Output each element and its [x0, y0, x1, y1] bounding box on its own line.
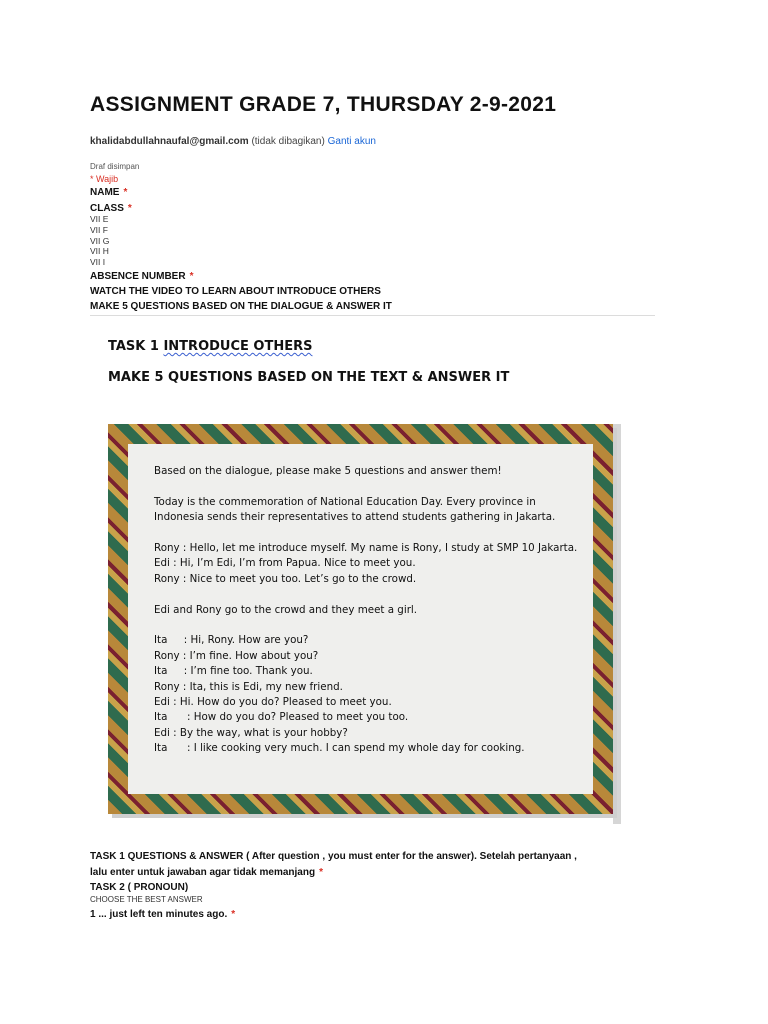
- section-divider: [90, 315, 655, 316]
- class-option-vii-i[interactable]: VII I: [90, 257, 106, 268]
- task1-qa-label[interactable]: [90, 867, 323, 878]
- task1-qa-label-text: lalu enter untuk jawaban agar tidak memanjang: [90, 867, 316, 878]
- required-star: *: [127, 203, 132, 214]
- dialogue-narration: Edi and Rony go to the crowd and they meet a girl.: [154, 603, 418, 616]
- task1-title-prefix: TASK 1: [108, 339, 159, 354]
- dialogue-line: Edi : Hi, I’m Edi, I’m from Papua. Nice to meet you.: [154, 557, 416, 570]
- image-shadow: [613, 424, 621, 824]
- page-title: ASSIGNMENT GRADE 7, THURSDAY 2-9-2021: [90, 93, 557, 116]
- name-label-text: NAME: [90, 187, 120, 198]
- required-star: *: [231, 909, 236, 920]
- video-instruction: WATCH THE VIDEO TO LEARN ABOUT INTRODUCE OTHERS: [90, 286, 381, 297]
- dialogue-text: [154, 464, 594, 757]
- absence-number-label[interactable]: [90, 271, 193, 282]
- class-label-text: CLASS: [90, 203, 124, 214]
- dialogue-context-line: Indonesia sends their representatives to attend students gathering in Jakarta.: [154, 511, 556, 524]
- class-option-vii-e[interactable]: VII E: [90, 214, 109, 224]
- task2-title: TASK 2 ( PRONOUN): [90, 882, 189, 893]
- class-label: [90, 203, 132, 214]
- switch-account-link[interactable]: Ganti akun: [327, 136, 376, 147]
- dialogue-line: Rony : I’m fine. How about you?: [154, 649, 319, 662]
- dialogue-instruction: MAKE 5 QUESTIONS BASED ON THE DIALOGUE & ANSWER IT: [90, 301, 392, 312]
- required-star: *: [123, 187, 128, 198]
- dialogue-line: Edi : By the way, what is your hobby?: [154, 726, 348, 739]
- name-label[interactable]: [90, 187, 127, 198]
- dialogue-line: Ita : Hi, Rony. How are you?: [154, 634, 309, 647]
- class-option-vii-g[interactable]: VII G: [90, 235, 110, 246]
- required-star: *: [189, 271, 194, 282]
- class-option-vii-h[interactable]: VII H: [90, 246, 109, 257]
- class-option-vii-f[interactable]: VII F: [90, 224, 108, 235]
- dialogue-line: Ita : I like cooking very much. I can spend my whole day for cooking.: [154, 742, 525, 755]
- account-email: khalidabdullahnaufal@gmail.com: [90, 136, 249, 147]
- choose-best-answer: CHOOSE THE BEST ANSWER: [90, 895, 203, 904]
- task1-title: [108, 339, 312, 354]
- dialogue-line: Rony : Hello, let me introduce myself. My name is Rony, I study at SMP 10 Jakarta.: [154, 542, 578, 554]
- task1-title-topic: INTRODUCE OTHERS: [163, 339, 313, 354]
- not-shared-note: (tidak dibagikan): [251, 136, 325, 147]
- draft-saved-status: Draf disimpan: [90, 162, 140, 171]
- task1-subtitle: MAKE 5 QUESTIONS BASED ON THE TEXT & ANSWER IT: [108, 370, 510, 385]
- dialogue-line: Ita : I’m fine too. Thank you.: [154, 665, 313, 678]
- absence-label-text: ABSENCE NUMBER: [90, 271, 186, 282]
- required-star: *: [319, 867, 323, 878]
- dialogue-intro: Based on the dialogue, please make 5 questions and answer them!: [154, 465, 502, 477]
- dialogue-line: Ita : How do you do? Pleased to meet you too.: [154, 711, 409, 724]
- required-note: * Wajib: [90, 174, 119, 184]
- dialogue-line: Rony : Ita, this is Edi, my new friend.: [154, 680, 343, 693]
- dialogue-line: Edi : Hi. How do you do? Pleased to meet you.: [154, 696, 392, 709]
- account-line: [90, 136, 376, 147]
- dialogue-line: Rony : Nice to meet you too. Let’s go to the crowd.: [154, 572, 417, 585]
- class-options: [90, 214, 109, 268]
- dialogue-context-line: Today is the commemoration of National Education Day. Every province in: [154, 495, 536, 508]
- task1-qa-instruction: TASK 1 QUESTIONS & ANSWER ( After question , you must enter for the answer). Setelah pertanyaan ,: [90, 851, 577, 862]
- question-1-text: 1 ... just left ten minutes ago.: [90, 909, 228, 920]
- question-1-label[interactable]: [90, 909, 235, 920]
